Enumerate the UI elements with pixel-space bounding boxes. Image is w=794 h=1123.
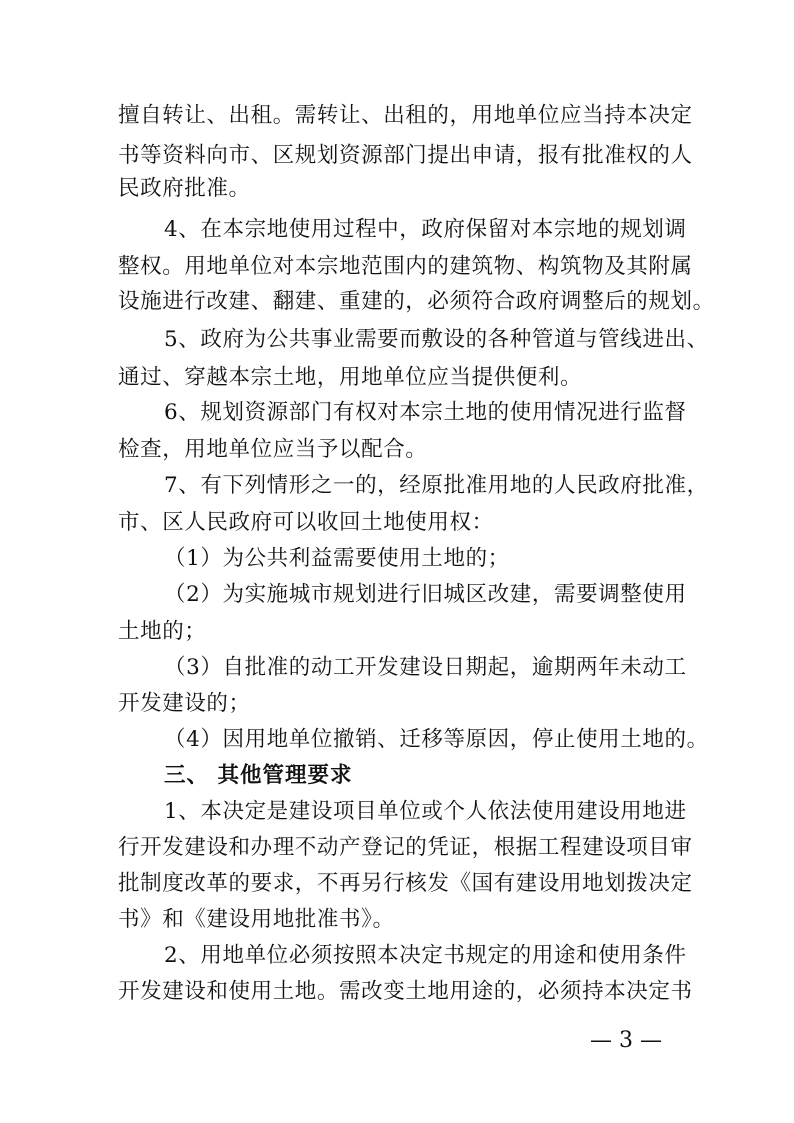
- paragraph-line: 4、在本宗地使用过程中，政府保留对本宗地的规划调: [164, 217, 687, 242]
- paragraph-line: 2、用地单位必须按照本决定书规定的用途和使用条件: [164, 943, 687, 968]
- list-item-line: （4）因用地单位撤销、迁移等原因，停止使用土地的。: [164, 727, 709, 752]
- paragraph-line: 检查，用地单位应当予以配合。: [118, 437, 428, 462]
- paragraph-line: 批制度改革的要求，不再另行核发《国有建设用地划拨决定: [118, 871, 693, 896]
- paragraph-line: 5、政府为公共事业需要而敷设的各种管道与管线进出、: [164, 327, 709, 352]
- paragraph-line: 民政府批准。: [118, 176, 251, 201]
- list-item-line: （1）为公共利益需要使用土地的；: [164, 546, 510, 571]
- paragraph-line: 开发建设和使用土地。需改变土地用途的，必须持本决定书: [118, 979, 693, 1004]
- paragraph-line: 擅自转让、出租。需转让、出租的，用地单位应当持本决定: [118, 103, 693, 128]
- paragraph-line: 行开发建设和办理不动产登记的凭证，根据工程建设项目审: [118, 835, 693, 860]
- paragraph-line: 设施进行改建、翻建、重建的，必须符合政府调整后的规划。: [118, 289, 715, 314]
- paragraph-line: 书等资料向市、区规划资源部门提出申请，报有批准权的人: [118, 143, 693, 168]
- list-item-line: 土地的；: [118, 619, 207, 644]
- list-item-line: （2）为实施城市规划进行旧城区改建，需要调整使用: [164, 582, 687, 607]
- paragraph-line: 市、区人民政府可以收回土地使用权：: [118, 510, 494, 535]
- paragraph-line: 书》和《建设用地批准书》。: [118, 907, 395, 932]
- list-item-line: 开发建设的；: [118, 691, 251, 716]
- paragraph-line: 通过、穿越本宗土地，用地单位应当提供便利。: [118, 365, 583, 390]
- section-heading: 三、 其他管理要求: [164, 763, 353, 788]
- paragraph-line: 整权。用地单位对本宗地范围内的建筑物、构筑物及其附属: [118, 254, 693, 279]
- page-number: — 3 —: [590, 1028, 662, 1053]
- paragraph-line: 6、规划资源部门有权对本宗土地的使用情况进行监督: [164, 400, 687, 425]
- paragraph-line: 7、有下列情形之一的，经原批准用地的人民政府批准，: [164, 473, 709, 498]
- paragraph-line: 1、本决定是建设项目单位或个人依法使用建设用地进: [164, 799, 687, 824]
- list-item-line: （3）自批准的动工开发建设日期起，逾期两年未动工: [164, 655, 687, 680]
